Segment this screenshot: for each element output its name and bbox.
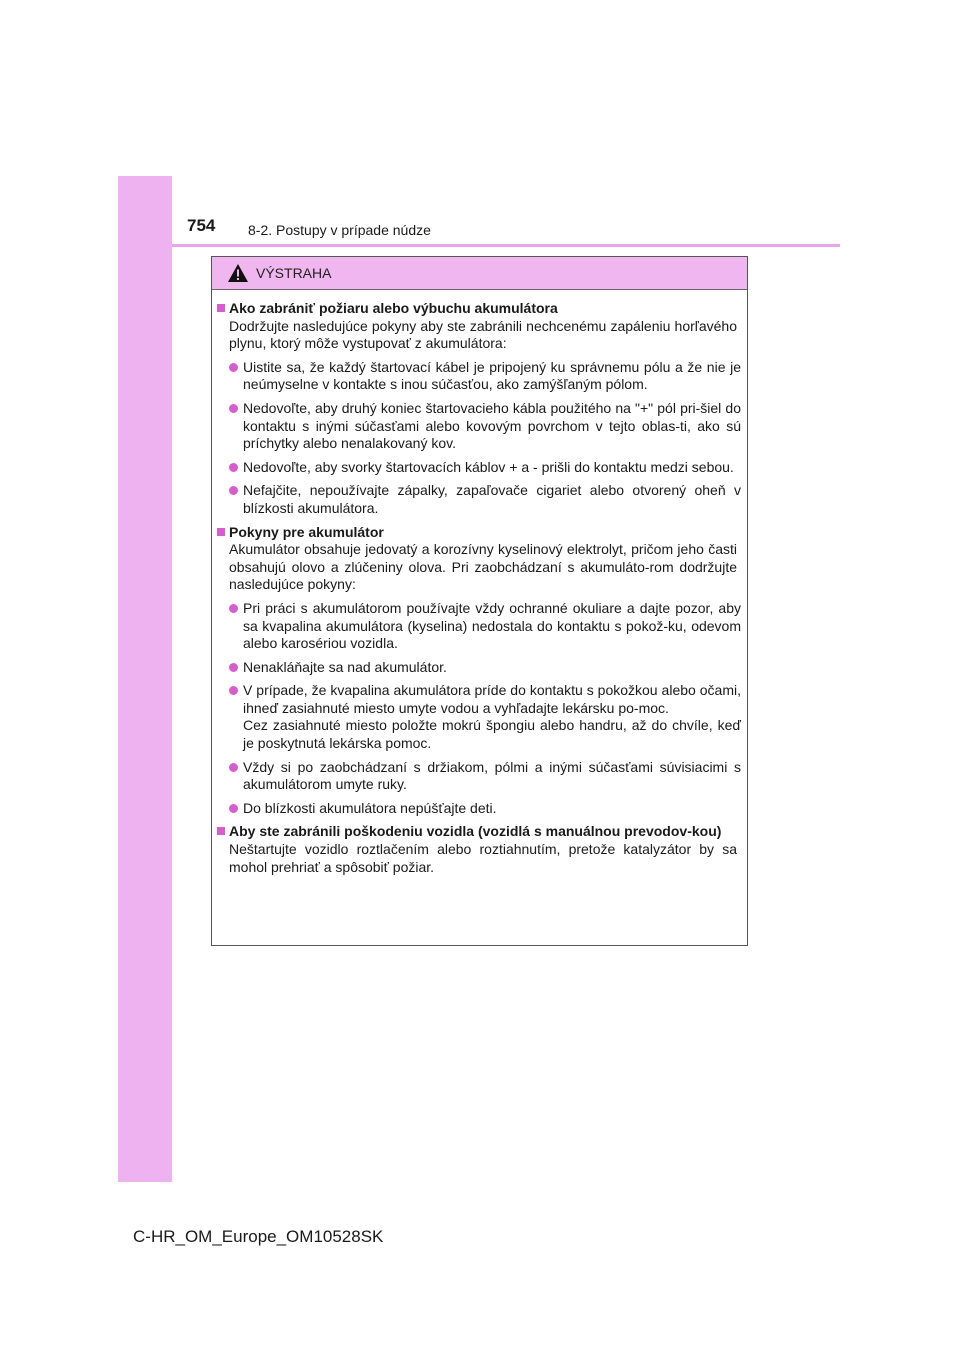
- bullet-text: Nedovoľte, aby druhý koniec štartovacieho kábla použitého na "+" pól pri-šiel do kontaktu s inými súčasťami alebo kovovým povrchom v tejto oblas-ti, ako sú príchytky alebo nenalakovaný kov.: [243, 399, 741, 452]
- bullet-item: [217, 800, 741, 818]
- round-bullet-icon: [229, 363, 238, 372]
- bullet-text: Pri práci s akumulátorom používajte vždy ochranné okuliare a dajte pozor, aby sa kvapalina akumulátora (kyselina) nedostala do kontaktu s pokož-ku, odevom alebo karosériou vozidla.: [243, 599, 741, 652]
- section-title: 8-2. Postupy v prípade núdze: [248, 222, 431, 238]
- warning-section: [217, 823, 741, 876]
- bullet-item: [217, 600, 741, 653]
- warning-section: [217, 300, 741, 518]
- bullet-text: Do blízkosti akumulátora nepúšťajte deti.: [243, 799, 497, 816]
- warning-body: [212, 290, 747, 876]
- section-intro: Dodržujte nasledujúce pokyny aby ste zabránili nechcenému zapáleniu horľavého plynu, ktorý môže vystupovať z akumulátora:: [229, 317, 737, 352]
- warning-box: [211, 256, 748, 946]
- bullet-item: [217, 682, 741, 752]
- section-heading-text: Aby ste zabránili poškodeniu vozidla (vozidlá s manuálnou prevodov-kou): [229, 823, 722, 840]
- warning-title: VÝSTRAHA: [256, 265, 332, 281]
- warning-header: [212, 257, 747, 290]
- bullet-text: Nenakláňajte sa nad akumulátor.: [243, 658, 447, 675]
- side-band: [118, 176, 172, 1182]
- bullet-text: Vždy si po zaobchádzaní s držiakom, pólmi a inými súčasťami súvisiacimi s akumulátorom umyte ruky.: [243, 758, 741, 793]
- section-heading: [217, 524, 741, 542]
- bullet-item: [217, 400, 741, 453]
- round-bullet-icon: [229, 686, 238, 695]
- header-rule: [172, 244, 840, 247]
- bullet-text: Nedovoľte, aby svorky štartovacích káblov + a - prišli do kontaktu medzi sebou.: [243, 458, 734, 475]
- section-heading-text: Pokyny pre akumulátor: [229, 523, 384, 540]
- round-bullet-icon: [229, 404, 238, 413]
- bullet-text: V prípade, že kvapalina akumulátora príde do kontaktu s pokožkou alebo očami, ihneď zasiahnuté miesto umyte vodou a vyhľadajte lekársku po-moc.: [243, 682, 741, 716]
- round-bullet-icon: [229, 486, 238, 495]
- page-number: 754: [187, 216, 216, 235]
- bullet-item: [217, 459, 741, 477]
- section-heading: [217, 300, 741, 318]
- square-bullet-icon: [217, 528, 225, 536]
- square-bullet-icon: [217, 304, 225, 312]
- bullet-item: [217, 482, 741, 517]
- round-bullet-icon: [229, 663, 238, 672]
- bullet-text: Uistite sa, že každý štartovací kábel je pripojený ku správnemu pólu a že nie je neúmyselne v kontakte s inou súčasťou, ako zamýšľaným pólom.: [243, 358, 741, 393]
- warning-section: [217, 524, 741, 818]
- round-bullet-icon: [229, 804, 238, 813]
- section-intro: Neštartujte vozidlo roztlačením alebo roztiahnutím, pretože katalyzátor by sa mohol prehriať a spôsobiť požiar.: [229, 841, 737, 875]
- section-heading: [217, 823, 741, 841]
- section-heading-text: Ako zabrániť požiaru alebo výbuchu akumulátora: [229, 300, 558, 316]
- bullet-item: [217, 759, 741, 794]
- bullet-item: [217, 359, 741, 394]
- bullet-text: Cez zasiahnuté miesto položte mokrú špongiu alebo handru, až do chvíle, keď je poskytnutá lekárska pomoc.: [243, 717, 741, 752]
- round-bullet-icon: [229, 763, 238, 772]
- bullet-item: [217, 659, 741, 677]
- bullet-text: Nefajčite, nepoužívajte zápalky, zapaľovače cigariet alebo otvorený oheň v blízkosti akumulátora.: [243, 482, 741, 516]
- round-bullet-icon: [229, 604, 238, 613]
- square-bullet-icon: [217, 827, 225, 835]
- warning-triangle-icon: [227, 263, 249, 283]
- section-intro: Akumulátor obsahuje jedovatý a korozívny kyselinový elektrolyt, pričom jeho časti obsahujú olovo a zlúčeniny olova. Pri zaobchádzaní s akumuláto-rom dodržujte nasledujúce pokyny:: [229, 541, 737, 593]
- document-code: C-HR_OM_Europe_OM10528SK: [133, 1227, 384, 1246]
- round-bullet-icon: [229, 463, 238, 472]
